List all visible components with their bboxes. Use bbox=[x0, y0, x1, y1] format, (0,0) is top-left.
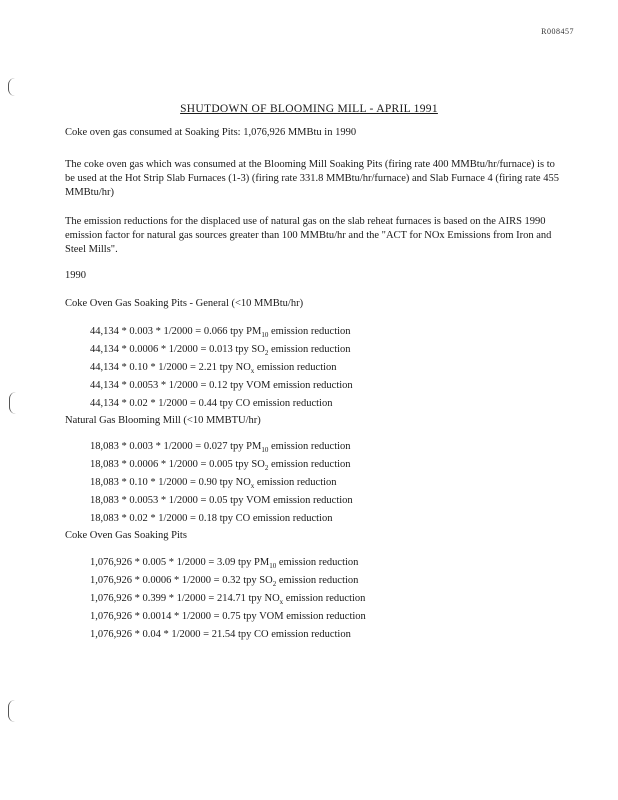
calculation-line: 18,083 * 0.0053 * 1/2000 = 0.05 tpy VOM emission reduction bbox=[90, 494, 353, 506]
calculation-line: 18,083 * 0.10 * 1/2000 = 0.90 tpy $NO_x$ emission reduction bbox=[90, 476, 337, 490]
year-label: 1990 bbox=[65, 270, 86, 281]
calculation-line: 44,134 * 0.003 * 1/2000 = 0.066 tpy $PM_{10}$ emission reduction bbox=[90, 326, 351, 340]
calculation-block bbox=[90, 556, 366, 645]
paragraph-emission-basis: The emission reductions for the displaced use of natural gas on the slab reheat furnaces is based on the AIRS 1990 emission factor for natural gas sources greater than 100 MMBtu/hr and the "ACT for NOx Emissions from Iron and Steel Mills". bbox=[65, 216, 552, 255]
calculation-line: 1,076,926 * 0.0014 * 1/2000 = 0.75 tpy VOM emission reduction bbox=[90, 610, 366, 622]
document-id: R008457 bbox=[541, 27, 574, 36]
paragraph-gas-consumed: Coke oven gas consumed at Soaking Pits: 1,076,926 MMBtu in 1990 bbox=[65, 127, 357, 138]
calculation-line: 18,083 * 0.02 * 1/2000 = 0.18 tpy CO emission reduction bbox=[90, 512, 333, 524]
calculation-line: 18,083 * 0.0006 * 1/2000 = 0.005 tpy $SO_2$ emission reduction bbox=[90, 458, 351, 472]
calculation-line: 44,134 * 0.0006 * 1/2000 = 0.013 tpy $SO_2$ emission reduction bbox=[90, 343, 351, 357]
calculation-block bbox=[90, 440, 353, 529]
section-heading: Coke Oven Gas Soaking Pits bbox=[65, 530, 187, 541]
scan-margin-mark bbox=[8, 78, 15, 96]
scan-margin-mark bbox=[8, 700, 15, 722]
calculation-line: 1,076,926 * 0.0006 * 1/2000 = 0.32 tpy $SO_2$ emission reduction bbox=[90, 574, 359, 588]
scan-margin-mark bbox=[9, 392, 16, 414]
calculation-line: 44,134 * 0.10 * 1/2000 = 2.21 tpy $NO_x$ emission reduction bbox=[90, 361, 337, 375]
calculation-line: 44,134 * 0.02 * 1/2000 = 0.44 tpy CO emission reduction bbox=[90, 397, 333, 409]
section-heading: Natural Gas Blooming Mill (<10 MMBTU/hr) bbox=[65, 415, 261, 426]
calculation-line: 1,076,926 * 0.005 * 1/2000 = 3.09 tpy $PM_{10}$ emission reduction bbox=[90, 557, 359, 571]
calculation-line: 1,076,926 * 0.04 * 1/2000 = 21.54 tpy CO emission reduction bbox=[90, 628, 351, 640]
section-heading: Coke Oven Gas Soaking Pits - General (<10 MMBtu/hr) bbox=[65, 298, 304, 309]
paragraph-gas-usage: The coke oven gas which was consumed at the Blooming Mill Soaking Pits (firing rate 400 MMBtu/hr/furnace) is to be used at the Hot Strip Slab Furnaces (1-3) (firing rate 331.8 MMBtu/hr/furnace) and Slab Furnace 4 (firing rate 455 MMBtu/hr) bbox=[65, 159, 559, 198]
calculation-line: 44,134 * 0.0053 * 1/2000 = 0.12 tpy VOM emission reduction bbox=[90, 379, 353, 391]
calculation-line: 1,076,926 * 0.399 * 1/2000 = 214.71 tpy $NO_x$ emission reduction bbox=[90, 592, 366, 606]
calculation-line: 18,083 * 0.003 * 1/2000 = 0.027 tpy $PM_{10}$ emission reduction bbox=[90, 441, 351, 455]
document-title: SHUTDOWN OF BLOOMING MILL - APRIL 1991 bbox=[180, 103, 438, 115]
calculation-block bbox=[90, 325, 353, 414]
